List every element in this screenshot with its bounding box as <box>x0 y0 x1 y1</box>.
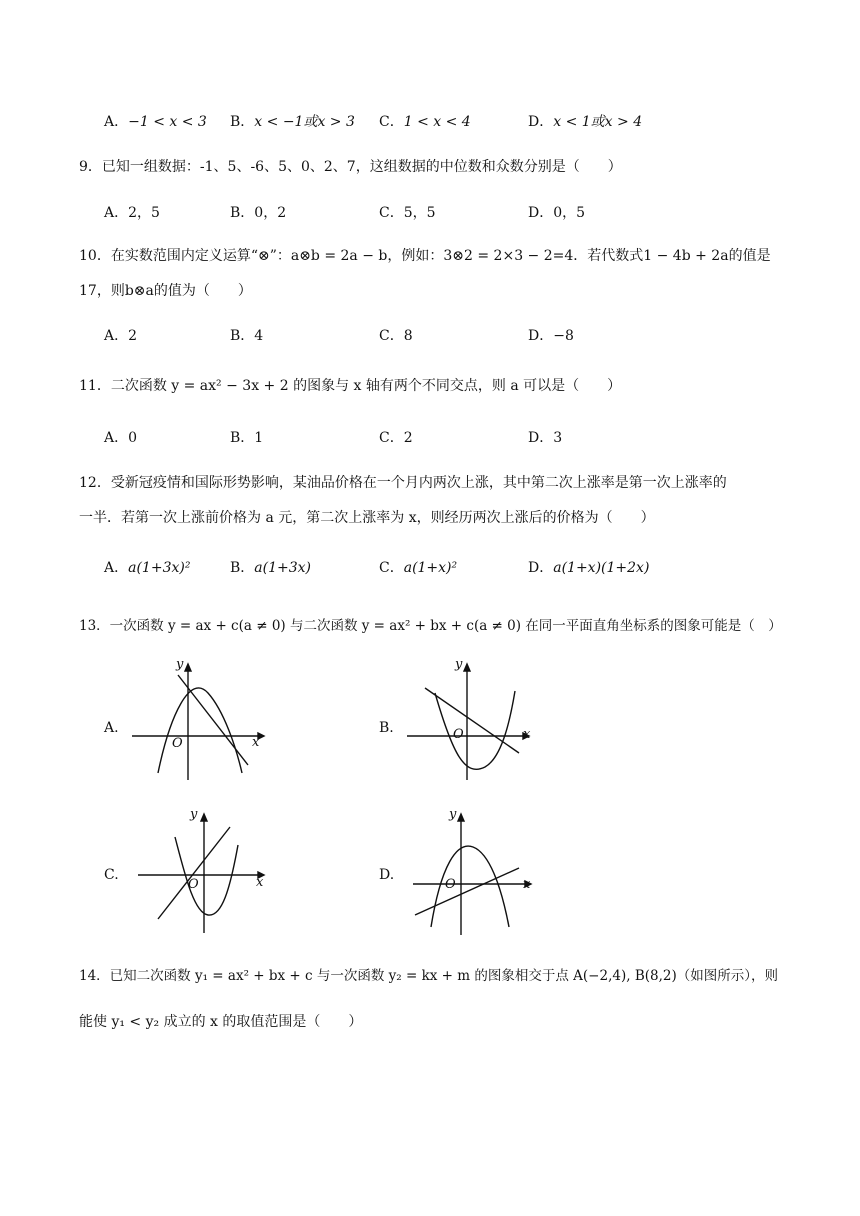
origin-label: O <box>445 877 456 892</box>
x-axis-label: x <box>252 735 260 750</box>
q11-option-a[interactable]: A．0 <box>104 430 138 446</box>
q13-graph-c[interactable] <box>130 805 270 940</box>
q11-stem: 11．二次函数 y = ax² − 3x + 2 的图象与 x 轴有两个不同交点，则 a 可以是（ ） <box>79 378 622 394</box>
q8-option-d[interactable]: D．x < 1或x > 4 <box>528 114 643 130</box>
origin-label: O <box>172 736 183 751</box>
q13-option-d-label[interactable]: D. <box>379 867 395 883</box>
y-axis-label: y <box>176 657 184 672</box>
q11-option-b[interactable]: B．1 <box>230 430 264 446</box>
parabola <box>175 837 238 915</box>
y-axis-label: y <box>455 657 463 672</box>
q12-option-d[interactable]: D．a(1+x)(1+2x) <box>528 560 650 576</box>
q10-option-b[interactable]: B．4 <box>230 328 264 344</box>
q13-option-b-label[interactable]: B. <box>379 720 394 736</box>
x-axis-label: x <box>523 727 531 742</box>
y-axis-arrow <box>201 814 207 821</box>
q12-stem-line2: 一半．若第一次上涨前价格为 a 元，第二次上涨率为 x，则经历两次上涨后的价格为（ ） <box>79 510 655 526</box>
line <box>158 827 230 919</box>
q9-option-c[interactable]: C．5，5 <box>379 205 436 221</box>
origin-label: O <box>188 877 199 892</box>
y-axis-arrow <box>458 814 464 821</box>
x-axis-label: x <box>256 875 264 890</box>
y-axis-label: y <box>449 807 457 822</box>
y-axis-arrow <box>464 664 470 671</box>
q13-graph-b[interactable] <box>405 655 545 785</box>
q13-option-c-label[interactable]: C. <box>104 867 119 883</box>
q8-option-b[interactable]: B．x < −1或x > 3 <box>230 114 355 130</box>
q12-option-a[interactable]: A．a(1+3x)² <box>104 560 191 576</box>
q12-option-b[interactable]: B．a(1+3x) <box>230 560 312 576</box>
q13-option-a-label[interactable]: A. <box>104 720 119 736</box>
q12-option-c[interactable]: C．a(1+x)² <box>379 560 458 576</box>
parabola <box>431 846 509 927</box>
origin-label: O <box>453 727 464 742</box>
q8-option-a[interactable]: A．−1 < x < 3 <box>104 114 207 130</box>
q13-graph-d[interactable] <box>405 805 545 940</box>
line <box>425 688 519 753</box>
y-axis-arrow <box>185 664 191 671</box>
q10-option-a[interactable]: A．2 <box>104 328 138 344</box>
q8-option-c[interactable]: C．1 < x < 4 <box>379 114 471 130</box>
q13-stem: 13．一次函数 y = ax + c(a ≠ 0) 与二次函数 y = ax² + bx + c(a ≠ 0) 在同一平面直角坐标系的图象可能是（ ） <box>79 618 782 634</box>
q12-stem-line1: 12．受新冠疫情和国际形势影响，某油品价格在一个月内两次上涨，其中第二次上涨率是第一次上涨率的 <box>79 475 727 491</box>
line <box>415 868 519 915</box>
q10-stem-line2: 17，则b⊗a的值为（ ） <box>79 283 252 299</box>
q11-option-d[interactable]: D．3 <box>528 430 563 446</box>
q14-stem-line1: 14．已知二次函数 y₁ = ax² + bx + c 与一次函数 y₂ = kx + m 的图象相交于点 A(−2,4), B(8,2)（如图所示），则 <box>79 968 778 984</box>
parabola <box>158 688 242 773</box>
q9-option-b[interactable]: B．0，2 <box>230 205 287 221</box>
q13-graph-a[interactable] <box>130 655 270 785</box>
q14-stem-line2: 能使 y₁ < y₂ 成立的 x 的取值范围是（ ） <box>79 1014 363 1030</box>
y-axis-label: y <box>190 807 198 822</box>
q11-option-c[interactable]: C．2 <box>379 430 413 446</box>
q10-option-d[interactable]: D．−8 <box>528 328 574 344</box>
q9-stem: 9．已知一组数据：-1、5、-6、5、0、2、7，这组数据的中位数和众数分别是（ ） <box>79 159 622 175</box>
q10-stem-line1: 10．在实数范围内定义运算“⊗”：a⊗b = 2a − b，例如：3⊗2 = 2×3 − 2=4．若代数式1 − 4b + 2a的值是 <box>79 248 771 264</box>
q9-option-a[interactable]: A．2，5 <box>104 205 160 221</box>
q10-option-c[interactable]: C．8 <box>379 328 413 344</box>
q9-option-d[interactable]: D．0，5 <box>528 205 586 221</box>
x-axis-label: x <box>523 877 531 892</box>
